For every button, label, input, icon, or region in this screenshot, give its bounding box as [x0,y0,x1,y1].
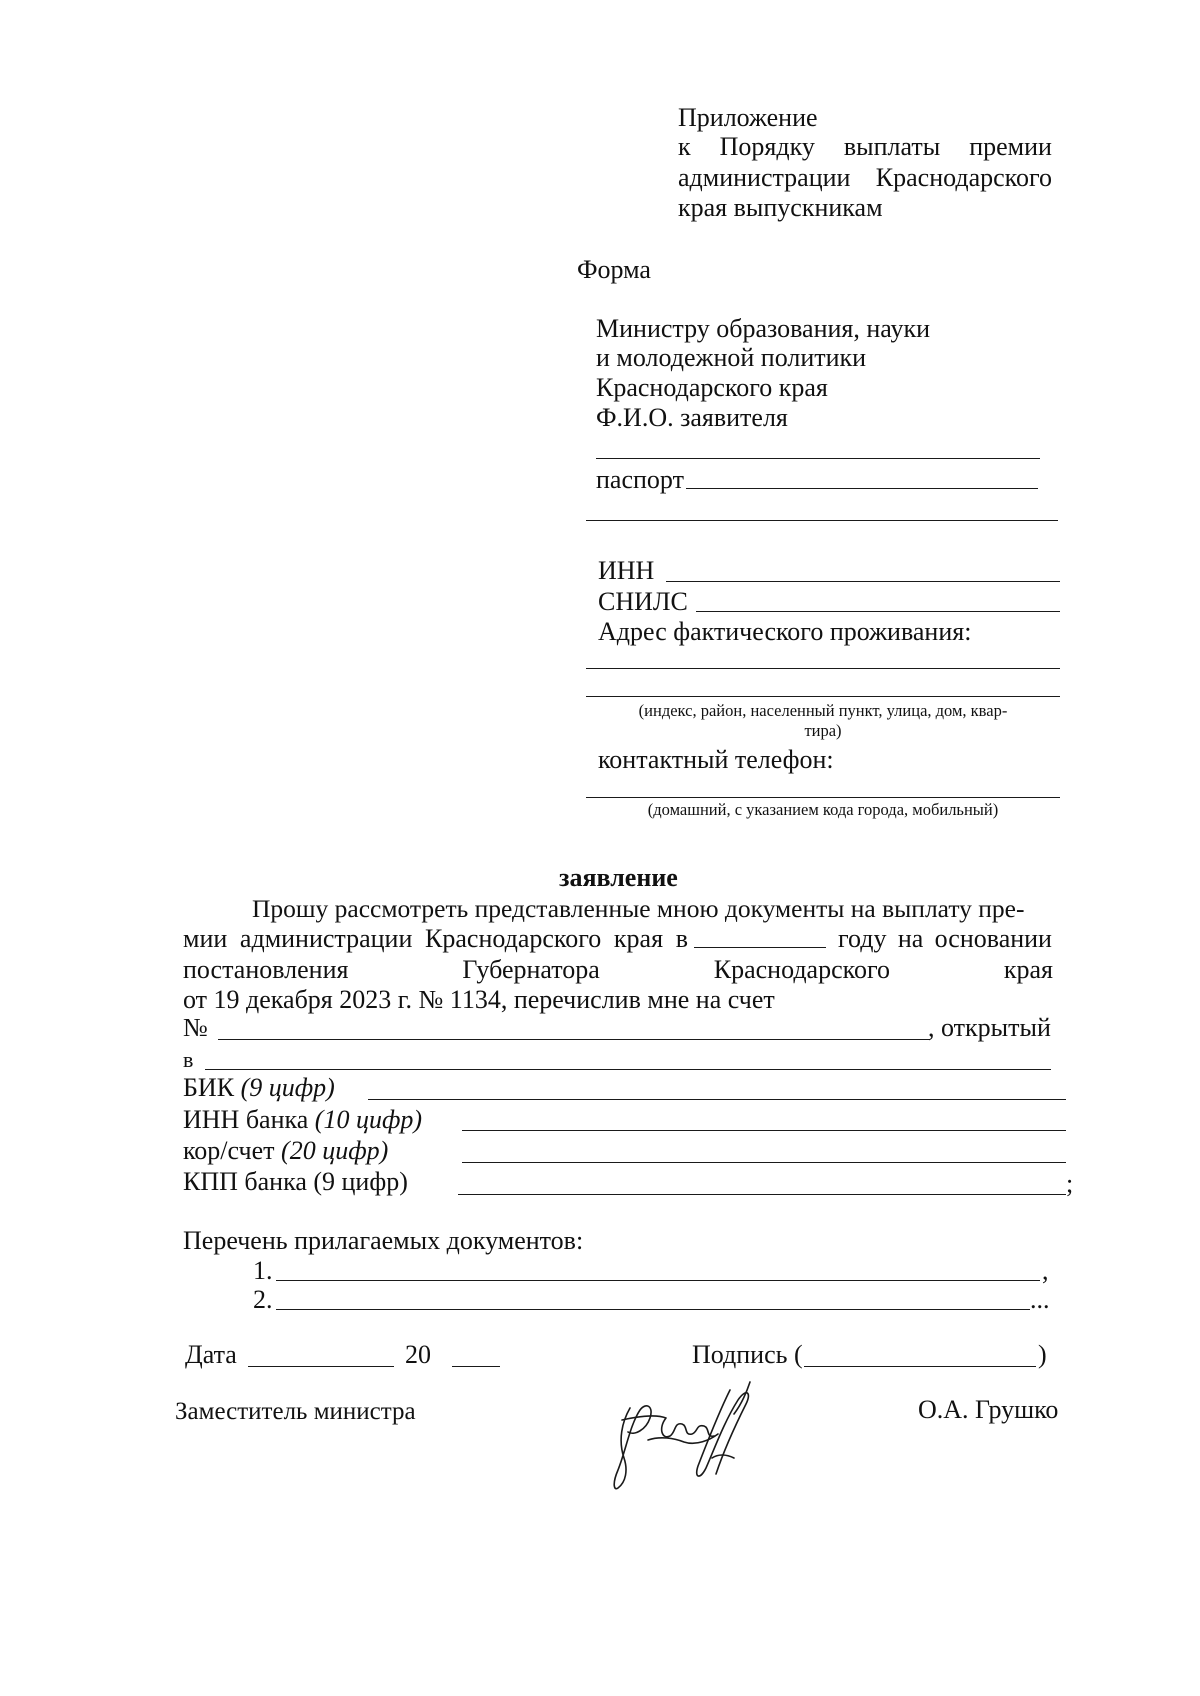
snils-label: СНИЛС [598,587,688,616]
handwritten-signature [600,1370,770,1500]
attachment-1-number: 1. [253,1256,273,1285]
appendix-line-3: края выпускникам [678,193,883,222]
kpp-label: КПП банка (9 цифр) [183,1167,408,1196]
bank-inn-label [183,1104,422,1136]
statement-title: заявление [559,863,678,892]
appendix-title: Приложение [678,103,818,132]
signature-underline[interactable] [804,1366,1036,1367]
statement-line-2-left [183,923,688,955]
inn-underline[interactable] [666,581,1060,582]
form-label: Форма [577,255,651,284]
phone-hint: (домашний, с указанием кода города, мобильный) [647,800,999,819]
year-underline[interactable] [694,947,826,948]
bik-underline[interactable] [368,1099,1066,1100]
appendix-word: к [678,132,691,161]
statement-word: на [897,924,924,953]
address-underline-1[interactable] [586,668,1060,669]
fio-underline[interactable] [596,458,1040,459]
bik-label-text: БИК [183,1073,235,1102]
account-underline[interactable] [218,1039,930,1040]
statement-word: году [838,924,887,953]
attachment-2-end: ... [1030,1285,1050,1314]
year-prefix: 20 [405,1340,431,1369]
attachment-2-number: 2. [253,1285,273,1314]
attachments-label: Перечень прилагаемых документов: [183,1226,584,1255]
statement-line-1: Прошу рассмотреть представленные мною документы на выплату пре- [252,894,1025,923]
address-hint-1: (индекс, район, населенный пункт, улица, дом, квар- [638,701,1008,720]
phone-underline[interactable] [586,797,1060,798]
statement-line-4: от 19 декабря 2023 г. № 1134, перечислив мне на счет [183,985,775,1014]
account-prefix: № [183,1013,208,1042]
appendix-word: выплаты [843,132,941,161]
kpp-end-mark: ; [1066,1169,1074,1198]
addressee-line-3: Краснодарского края [596,373,828,402]
signature-label: Подпись ( [692,1340,803,1369]
statement-word: Краснодарского [713,955,890,984]
statement-word: края [613,924,664,953]
statement-word: администрации [239,924,413,953]
statement-line-3 [183,954,1053,986]
kor-hint: (20 цифр) [281,1136,389,1165]
phone-label: контактный телефон: [598,745,834,774]
attachment-2-underline[interactable] [276,1309,1030,1310]
statement-line-2-right [838,923,1052,955]
statement-word: мии [183,924,228,953]
signature-close: ) [1038,1340,1047,1369]
appendix-line-1 [678,131,1052,163]
statement-word: Краснодарского [425,924,602,953]
year-suffix-underline[interactable] [452,1366,500,1367]
kor-underline[interactable] [462,1162,1066,1163]
attachment-1-end: , [1042,1256,1049,1285]
address-underline-2[interactable] [586,696,1060,697]
statement-word: постановления [183,955,349,984]
bank-inn-label-text: ИНН банка [183,1105,309,1134]
bank-inn-underline[interactable] [462,1130,1066,1131]
kpp-underline[interactable] [458,1194,1066,1195]
passport-underline[interactable] [686,488,1038,489]
addressee-line-2: и молодежной политики [596,343,867,372]
appendix-word: администрации [678,163,851,192]
statement-word: края [1003,955,1053,984]
inn-label: ИНН [598,556,655,585]
date-label: Дата [185,1340,237,1369]
snils-underline[interactable] [696,611,1060,612]
date-underline[interactable] [248,1366,394,1367]
address-label: Адрес фактического проживания: [598,617,972,646]
bik-label [183,1072,335,1104]
bank-inn-hint: (10 цифр) [314,1105,423,1134]
bank-underline[interactable] [205,1069,1051,1070]
attachment-1-underline[interactable] [276,1280,1040,1281]
bank-prefix: в [183,1047,194,1072]
bik-hint: (9 цифр) [240,1073,335,1102]
appendix-word: Краснодарского [875,163,1052,192]
account-suffix: , открытый [928,1013,1051,1042]
addressee-fio-label: Ф.И.О. заявителя [596,403,788,432]
signer-name: О.А. Грушко [918,1395,1059,1424]
passport-label: паспорт [596,465,684,494]
position: Заместитель министра [175,1398,416,1425]
appendix-word: Порядку [719,132,815,161]
address-hint-2: тира) [804,721,842,740]
statement-word: Губернатора [462,955,600,984]
kor-label-text: кор/счет [183,1136,275,1165]
statement-word: основании [934,924,1052,953]
kor-label [183,1135,388,1167]
appendix-word: премии [969,132,1052,161]
appendix-line-2 [678,162,1052,194]
addressee-line-1: Министру образования, науки [596,314,931,343]
passport-underline-2[interactable] [586,520,1058,521]
statement-word: в [675,924,688,953]
